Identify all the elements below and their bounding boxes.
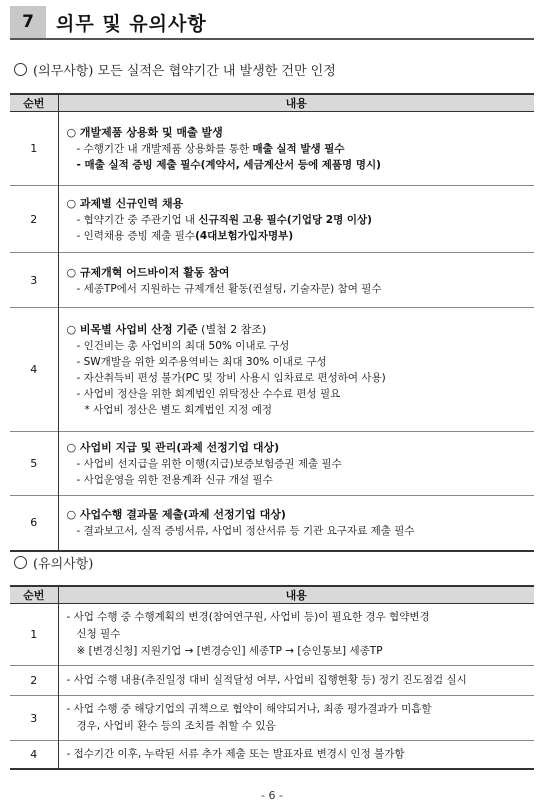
row-content	[58, 186, 534, 253]
row-content	[58, 308, 534, 432]
row-number: 4	[10, 308, 58, 432]
col-num-header: 순번	[10, 94, 58, 112]
row-content	[58, 112, 534, 186]
row-number: 4	[10, 741, 58, 769]
row-content	[58, 666, 534, 696]
table-row	[10, 604, 534, 666]
section-header	[10, 6, 534, 40]
table-header-row	[10, 94, 534, 112]
item-line: - 사업비 정산을 위한 회계법인 위탁정산 수수료 편성 필요	[76, 388, 341, 400]
item-line: - 인건비는 총 사업비의 최대 50% 이내로 구성	[76, 340, 290, 352]
item-title: ○ 사업비 지급 및 관리(과제 선정기업 대상)	[66, 441, 280, 454]
item-line: - SW개발을 위한 외주용역비는 최대 30% 이내로 구성	[76, 356, 327, 368]
item-title: ○ 과제별 신규인력 채용	[66, 196, 184, 210]
row-content	[58, 696, 534, 741]
table-row	[10, 186, 534, 253]
section-number: 7	[10, 6, 46, 38]
notes-heading	[14, 553, 93, 572]
obligations-heading-text: (의무사항) 모든 실적은 협약기간 내 발생한 건만 인정	[33, 64, 336, 79]
circle-bullet-icon	[14, 63, 27, 76]
col-num-header: 순번	[10, 586, 58, 604]
row-number: 1	[10, 112, 58, 186]
notes-table	[10, 585, 534, 770]
item-line: - 사업 수행 중 해당기업의 귀책으로 협약이 해약되거나, 최종 평가결과가 미흡할	[66, 703, 432, 715]
table-header-row	[10, 586, 534, 604]
table-row	[10, 741, 534, 769]
section-title: 의무 및 유의사항	[56, 12, 207, 35]
row-number: 2	[10, 666, 58, 696]
item-line: - 사업비 선지급을 위한 이행(지급)보증보험증권 제출 필수	[76, 458, 342, 470]
table-row	[10, 496, 534, 551]
item-line: 신청 필수	[76, 628, 121, 640]
item-line: - 사업운영을 위한 전용계좌 신규 개설 필수	[76, 474, 273, 486]
table-row	[10, 666, 534, 696]
row-number: 2	[10, 186, 58, 253]
item-line: - 결과보고서, 실적 증빙서류, 사업비 정산서류 등 기관 요구자료 제출 필수	[76, 525, 415, 538]
row-content	[58, 432, 534, 496]
item-title: ○ 개발제품 상용화 및 매출 발생	[66, 126, 223, 139]
item-note: ※ [변경신청] 지원기업 → [변경승인] 세종TP → [승인통보] 세종TP	[76, 645, 383, 657]
table-row	[10, 308, 534, 432]
row-number: 5	[10, 432, 58, 496]
col-content-header: 내용	[58, 586, 534, 604]
table-row	[10, 112, 534, 186]
table-row	[10, 696, 534, 741]
row-content	[58, 496, 534, 551]
item-line: - 자산취득비 편성 불가(PC 및 장비 사용시 임차료로 편성하여 사용)	[76, 372, 386, 384]
obligations-table	[10, 93, 534, 552]
col-content-header: 내용	[58, 94, 534, 112]
table-row	[10, 432, 534, 496]
item-line: - 인력채용 증빙 제출 필수(4대보험가입자명부)	[76, 229, 294, 242]
circle-bullet-icon	[14, 556, 27, 569]
item-title: ○ 비목별 사업비 산정 기준 (별첨 2 참조)	[66, 323, 267, 336]
table-row	[10, 253, 534, 308]
item-line: 경우, 사업비 환수 등의 조치를 취할 수 있음	[76, 720, 276, 732]
item-line: - 접수기간 이후, 누락된 서류 추가 제출 또는 발표자료 변경시 인정 불가함	[66, 747, 405, 760]
item-line: - 사업 수행 중 수행계획의 변경(참여연구원, 사업비 등)이 필요한 경우 협약변경	[66, 611, 430, 623]
row-number: 3	[10, 253, 58, 308]
row-number: 1	[10, 604, 58, 666]
item-line: - 협약기간 중 주관기업 내 신규직원 고용 필수(기업당 2명 이상)	[76, 213, 372, 226]
page-number: - 6 -	[261, 789, 283, 802]
item-line: - 세종TP에서 지원하는 규제개선 활동(컨설팅, 기술자문) 참여 필수	[76, 282, 382, 295]
row-number: 3	[10, 696, 58, 741]
row-content	[58, 253, 534, 308]
item-line: - 수행기간 내 개발제품 상용화를 통한 매출 실적 발생 필수	[76, 143, 345, 155]
item-line: - 사업 수행 내용(추진일정 대비 실적달성 여부, 사업비 집행현황 등) 정기 진도점검 실시	[66, 674, 467, 686]
item-line: - 매출 실적 증빙 제출 필수(계약서, 세금계산서 등에 제품명 명시)	[76, 159, 381, 171]
item-title: ○ 규제개혁 어드바이저 활동 참여	[66, 265, 230, 279]
row-content	[58, 741, 534, 769]
item-note: * 사업비 정산은 별도 회계법인 지정 예정	[84, 404, 273, 416]
row-content	[58, 604, 534, 666]
item-title: ○ 사업수행 결과물 제출(과제 선정기업 대상)	[66, 508, 286, 522]
row-number: 6	[10, 496, 58, 551]
obligations-heading	[14, 60, 336, 79]
notes-heading-text: (유의사항)	[33, 557, 94, 572]
